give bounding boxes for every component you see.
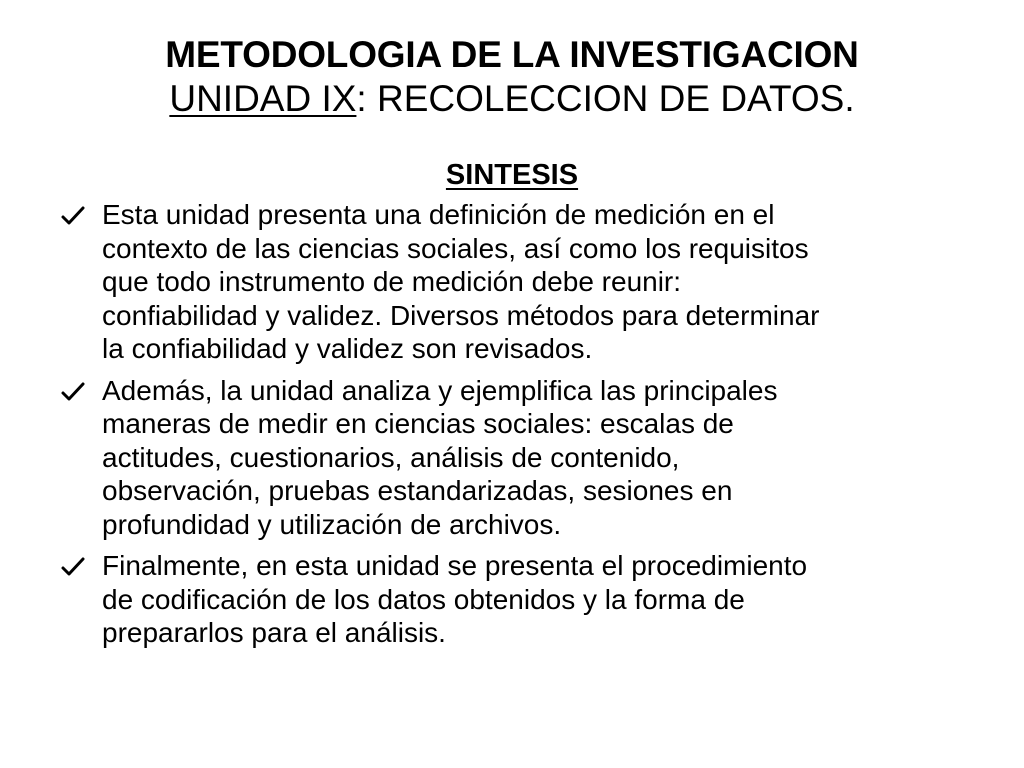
checkmark-icon — [60, 554, 86, 580]
bullet-line: la confiabilidad y validez son revisados. — [102, 333, 593, 364]
bullet-line: de codificación de los datos obtenidos y la forma de — [102, 583, 745, 615]
bullet-line: Esta unidad presenta una definición de medición en el — [102, 199, 775, 230]
bullet-item — [60, 198, 990, 366]
section-heading-text: SINTESIS — [445, 159, 579, 191]
bullet-item — [60, 374, 990, 542]
bullet-line: actitudes, cuestionarios, análisis de contenido, — [102, 441, 680, 473]
section-heading — [0, 158, 1024, 192]
unit-label: UNIDAD IX — [169, 78, 357, 119]
checkmark-icon — [60, 379, 86, 405]
title-line-2 — [0, 78, 1024, 120]
bullet-item — [60, 549, 990, 650]
bullet-line: que todo instrumento de medición debe reunir: — [102, 266, 682, 297]
title-line-1: METODOLOGIA DE LA INVESTIGACION — [165, 34, 859, 75]
slide-title — [0, 34, 1024, 120]
unit-topic: : RECOLECCION DE DATOS. — [356, 78, 855, 119]
bullet-list — [60, 198, 990, 658]
bullet-line: confiabilidad y validez. Diversos métodos para determinar — [102, 299, 820, 331]
bullet-line: Además, la unidad analiza y ejemplifica las principales — [102, 374, 778, 406]
bullet-line: prepararlos para el análisis. — [102, 617, 446, 648]
bullet-line: contexto de las ciencias sociales, así como los requisitos — [102, 232, 809, 264]
bullet-line: Finalmente, en esta unidad se presenta el procedimiento — [102, 550, 808, 581]
bullet-line: maneras de medir en ciencias sociales: escalas de — [102, 408, 734, 439]
bullet-line: profundidad y utilización de archivos. — [102, 508, 562, 540]
bullet-line: observación, pruebas estandarizadas, sesiones en — [102, 475, 733, 506]
checkmark-icon — [60, 203, 86, 229]
